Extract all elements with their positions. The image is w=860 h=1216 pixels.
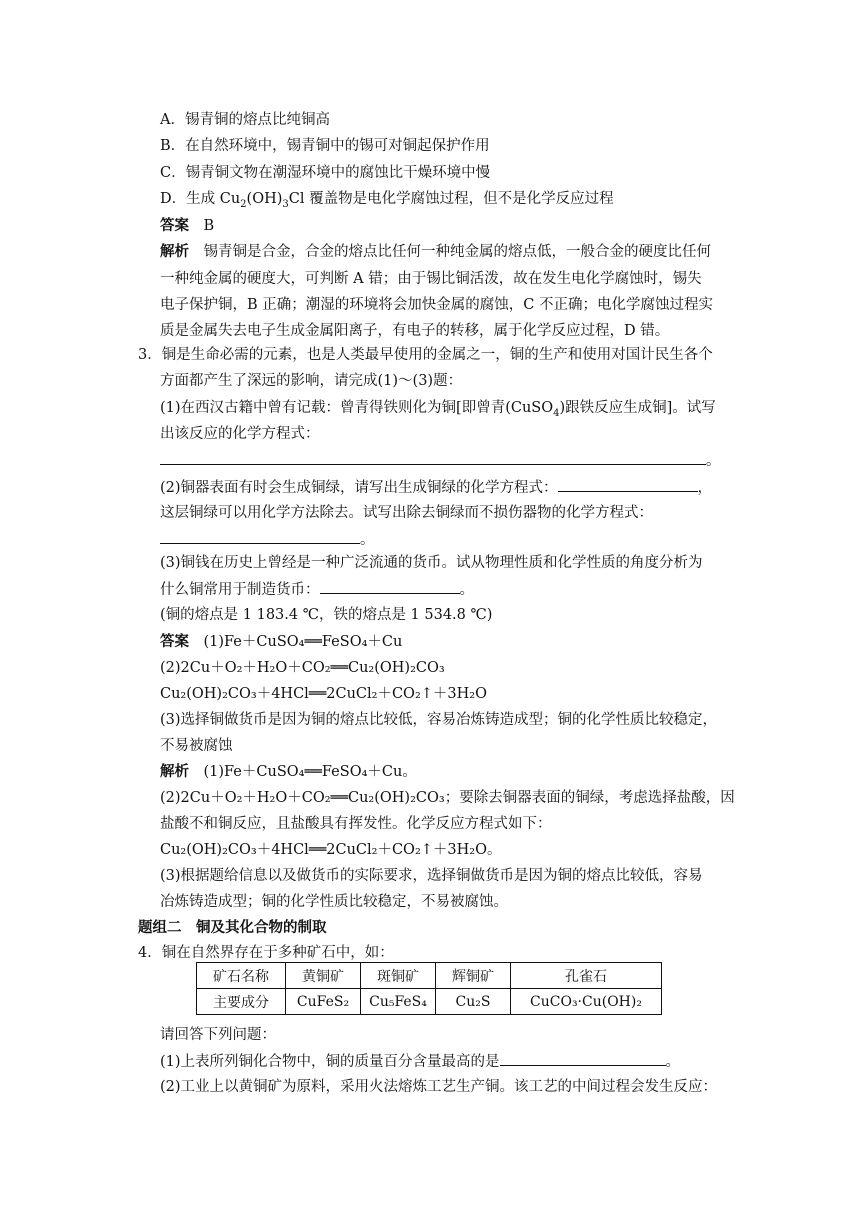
table-cell: 主要成分 xyxy=(197,989,286,1015)
q3-part2-line2: 这层铜绿可以用化学方法除去。试写出除去铜绿而不损伤器物的化学方程式： xyxy=(160,505,653,521)
period: 。 xyxy=(459,582,474,598)
analysis-label: 解析 xyxy=(160,763,189,780)
equation: (1)Fe＋CuSO₄══FeSO₄＋Cu。 xyxy=(203,764,417,780)
q4-part1-text: (1)上表所列铜化合物中，铜的质量百分含量最高的是 xyxy=(160,1054,500,1070)
table-cell: Cu₂S xyxy=(436,989,511,1015)
option-d-text: (OH) xyxy=(246,191,283,207)
q3-analysis-line: (2)2Cu＋O₂＋H₂O＋CO₂══Cu₂(OH)₂CO₃；要除去铜器表面的铜绿，考虑选择盐酸，因 xyxy=(160,790,735,806)
answer-blank-2[interactable] xyxy=(558,477,698,492)
equation: Cu₂(OH)₂CO₃＋4HCl══2CuCl₂＋CO₂↑＋3H₂O。 xyxy=(160,842,502,858)
q2-analysis-line xyxy=(160,242,711,262)
section-heading: 题组二 铜及其化合物的制取 xyxy=(138,919,327,936)
answer-label: 答案 xyxy=(160,633,189,650)
q3-part1-text: )跟铁反应生成铜]。试写 xyxy=(559,400,716,416)
option-d-text: D．生成 Cu xyxy=(160,191,241,207)
table-cell: 孔雀石 xyxy=(511,963,662,989)
ore-table xyxy=(196,962,662,1015)
analysis-text: 锡青铜是合金，合金的熔点比任何一种纯金属的熔点低，一般合金的硬度比任何 xyxy=(203,244,711,260)
q3-analysis-line: 盐酸不和铜反应，且盐酸具有挥发性。化学反应方程式如下： xyxy=(160,816,552,832)
table-cell: 黄铜矿 xyxy=(286,963,361,989)
q3-analysis xyxy=(160,762,417,782)
table-cell: CuFeS₂ xyxy=(286,989,361,1015)
answer-value: B xyxy=(203,218,215,234)
answer-blank-1[interactable] xyxy=(160,450,721,471)
q3-part3: (3)铜钱在历史上曾经是一种广泛流通的货币。试从物理性质和化学性质的角度分析为 xyxy=(160,555,703,571)
equation: Cu₂(OH)₂CO₃＋4HCl══2CuCl₂＋CO₂↑＋3H₂O xyxy=(160,686,487,702)
option-a: A．锡青铜的熔点比纯铜高 xyxy=(160,112,330,128)
q2-analysis-line: 电子保护铜，B 正确；潮湿的环境将会加快金属的腐蚀，C 不正确；电化学腐蚀过程实 xyxy=(160,297,713,313)
q4-prompt: 请回答下列问题： xyxy=(160,1027,276,1043)
q3-part3-line2 xyxy=(160,579,474,600)
answer-blank-4[interactable] xyxy=(320,579,460,594)
option-d-sub: 2 xyxy=(240,198,247,210)
option-b: B．在自然环境中，锡青铜中的锡可对铜起保护作用 xyxy=(160,138,490,154)
table-cell: 矿石名称 xyxy=(197,963,286,989)
period: 。 xyxy=(360,532,375,548)
equation: (2)2Cu＋O₂＋H₂O＋CO₂══Cu₂(OH)₂CO₃ xyxy=(160,660,445,676)
answer-blank-3[interactable] xyxy=(160,529,375,550)
table-cell: 辉铜矿 xyxy=(436,963,511,989)
q3-part1-prompt: 出该反应的化学方程式： xyxy=(160,426,320,442)
option-c: C．锡青铜文物在潮湿环境中的腐蚀比干燥环境中慢 xyxy=(160,165,491,181)
period: 。 xyxy=(706,453,721,469)
q3-answer-part3: (3)选择铜做货币是因为铜的熔点比较低，容易冶炼铸造成型；铜的化学性质比较稳定， xyxy=(160,712,718,728)
comma: ， xyxy=(697,480,713,496)
table-cell: Cu₅FeS₄ xyxy=(361,989,436,1015)
subscript: 4 xyxy=(553,407,560,419)
q2-analysis-line: 质是金属失去电子生成金属阳离子，有电子的转移，属于化学反应过程，D 错。 xyxy=(160,323,670,339)
q4-part2: (2)工业上以黄铜矿为原料，采用火法熔炼工艺生产铜。该工艺的中间过程会发生反应： xyxy=(160,1079,718,1095)
equation: (1)Fe＋CuSO₄══FeSO₄＋Cu xyxy=(203,634,403,650)
table-row xyxy=(197,989,662,1015)
option-d-sub: 3 xyxy=(282,198,289,210)
q3-analysis-line: (3)根据题给信息以及做货币的实际要求，选择铜做货币是因为铜的熔点比较低，容易 xyxy=(160,868,703,884)
table-cell: CuCO₃·Cu(OH)₂ xyxy=(511,989,662,1015)
q3-part2-text: (2)铜器表面有时会生成铜绿，请写出生成铜绿的化学方程式： xyxy=(160,480,558,496)
q2-answer xyxy=(160,216,214,236)
q3-stem: 3．铜是生命必需的元素，也是人类最早使用的金属之一，铜的生产和使用对国计民生各个 xyxy=(138,347,713,363)
period: 。 xyxy=(665,1054,681,1070)
q3-answer xyxy=(160,632,402,652)
option-d xyxy=(160,189,614,215)
q2-analysis-line: 一种纯金属的硬度大，可判断 A 错；由于锡比铜活泼，故在发生电化学腐蚀时，锡失 xyxy=(160,271,702,287)
table-cell: 斑铜矿 xyxy=(361,963,436,989)
q3-stem: 方面都产生了深远的影响，请完成(1)～(3)题： xyxy=(160,373,463,389)
q3-part3-text: 什么铜常用于制造货币： xyxy=(160,582,320,598)
q4-part1 xyxy=(160,1051,680,1072)
q3-analysis-line: 冶炼铸造成型；铜的化学性质比较稳定，不易被腐蚀。 xyxy=(160,894,508,910)
answer-blank-5[interactable] xyxy=(500,1051,666,1066)
q3-part1-text: (1)在西汉古籍中曾有记载：曾青得铁则化为铜[即曾青(CuSO xyxy=(160,400,554,416)
q3-part2 xyxy=(160,477,712,498)
q3-answer-part3: 不易被腐蚀 xyxy=(160,738,233,754)
answer-label: 答案 xyxy=(160,217,189,234)
analysis-label: 解析 xyxy=(160,243,189,260)
q3-note: (铜的熔点是 1 183.4 ℃，铁的熔点是 1 534.8 ℃) xyxy=(160,607,493,623)
q4-stem: 4．铜在自然界存在于多种矿石中，如： xyxy=(138,945,394,961)
option-d-text: Cl 覆盖物是电化学腐蚀过程，但不是化学反应过程 xyxy=(288,191,614,207)
q3-part1 xyxy=(160,398,716,424)
table-row xyxy=(197,963,662,989)
